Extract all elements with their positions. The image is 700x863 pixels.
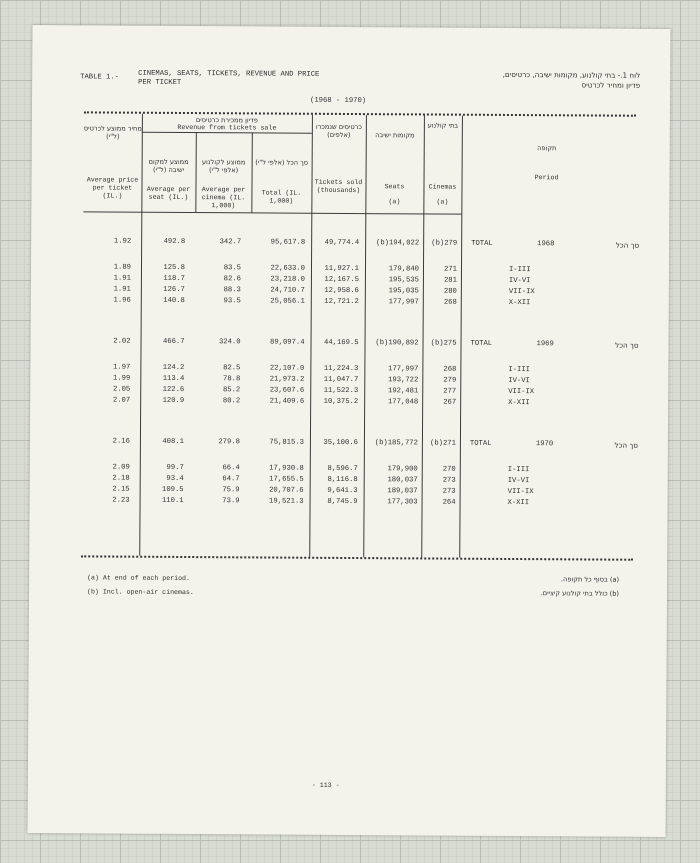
header-period-hebrew: תקופה bbox=[537, 144, 557, 153]
page-number: - 113 - bbox=[311, 781, 340, 789]
cell-tickets: 8,596.7 bbox=[327, 464, 358, 474]
cell-period: X-XII bbox=[508, 398, 530, 408]
cell-cinemas: 268 bbox=[443, 298, 457, 307]
cell-cinema: 66.4 bbox=[222, 464, 240, 473]
cell-seat: 120.9 bbox=[162, 396, 185, 405]
cell-tickets: 9,641.3 bbox=[327, 486, 358, 496]
cell-seat: 109.5 bbox=[162, 485, 184, 494]
cell-period: VII-IX bbox=[508, 387, 535, 397]
cell-seats: 179,840 bbox=[388, 265, 420, 274]
cell-cinema: 93.5 bbox=[223, 297, 241, 306]
total-label: TOTAL bbox=[471, 239, 493, 248]
cell-period: I-III bbox=[508, 265, 531, 275]
header-period-english: Period bbox=[534, 174, 559, 182]
cell-tickets: 11,047.7 bbox=[323, 375, 359, 385]
total-year: 1969 bbox=[536, 340, 554, 349]
footnote-a-hebrew: (a) בסוף כל תקופה. bbox=[560, 575, 620, 584]
cell-seats: 192,481 bbox=[388, 387, 419, 396]
cell-period: X-XII bbox=[508, 298, 531, 308]
total-label: TOTAL bbox=[469, 439, 492, 448]
total-year: 1970 bbox=[535, 440, 554, 449]
cell-price: 2.23 bbox=[112, 496, 130, 505]
cell-period: I-III bbox=[508, 365, 530, 375]
cell-revenue: 20,707.6 bbox=[269, 486, 304, 495]
cell-cinemas: (b)275 bbox=[430, 339, 457, 348]
cell-cinema: 80.2 bbox=[222, 397, 241, 406]
cell-cinema: 85.2 bbox=[222, 386, 241, 395]
cell-revenue: 22,107.0 bbox=[269, 364, 305, 373]
cell-seat: 126.7 bbox=[163, 285, 185, 294]
cell-cinemas: 280 bbox=[443, 287, 457, 296]
title-hebrew-line-2: פדיון ומחיר לכרטיס bbox=[581, 80, 641, 90]
cell-revenue: 19,521.3 bbox=[269, 497, 304, 506]
cell-seat: 125.8 bbox=[163, 263, 186, 272]
cell-cinemas: 273 bbox=[442, 476, 456, 485]
header-avg-seat-english: Average per seat (IL.) bbox=[146, 185, 191, 202]
total-label-hebrew: סך הכל bbox=[615, 340, 639, 350]
cell-seat: 140.8 bbox=[163, 296, 185, 305]
header-avg-seat-hebrew: ממוצע למקום ישיבה (ל"י) bbox=[148, 157, 189, 174]
cell-cinemas: 267 bbox=[443, 398, 457, 407]
total-year: 1968 bbox=[537, 240, 555, 249]
cell-seats: 177,997 bbox=[388, 298, 419, 307]
header-seats-note: (a) bbox=[388, 198, 401, 206]
cell-revenue: 23,607.6 bbox=[269, 386, 305, 395]
cell-period: I-III bbox=[507, 465, 530, 475]
table-bottom-rule bbox=[81, 555, 633, 560]
cell-price: 1.99 bbox=[113, 374, 131, 383]
header-cinemas-english: Cinemas bbox=[428, 183, 457, 191]
cell-cinema: 75.9 bbox=[222, 486, 240, 495]
cell-price: 1.91 bbox=[113, 285, 131, 294]
cell-tickets: 35,100.6 bbox=[323, 438, 358, 448]
header-cinemas-hebrew: בתי קולנוע bbox=[427, 121, 459, 130]
cell-period: VII-IX bbox=[508, 287, 535, 297]
cell-revenue: 95,617.8 bbox=[270, 238, 306, 247]
cell-cinemas: 268 bbox=[443, 365, 457, 374]
cell-seats: 177,997 bbox=[388, 365, 419, 374]
cell-price: 2.09 bbox=[112, 463, 130, 472]
cell-tickets: 12,958.6 bbox=[324, 286, 359, 296]
cell-seats: 195,035 bbox=[388, 287, 419, 296]
cell-price: 1.96 bbox=[113, 296, 131, 305]
cell-cinema: 88.3 bbox=[223, 286, 241, 295]
cell-cinema: 82.5 bbox=[223, 364, 241, 373]
cell-revenue: 75,815.3 bbox=[269, 438, 304, 447]
cell-seats: 177,303 bbox=[387, 498, 418, 507]
cell-revenue: 21,973.2 bbox=[269, 375, 305, 384]
cell-tickets: 11,927.1 bbox=[324, 264, 360, 274]
cell-cinemas: 270 bbox=[442, 465, 456, 474]
cell-revenue: 17,655.5 bbox=[269, 475, 304, 484]
footnote-b-hebrew: (b) כולל בתי קולנוע קיציים. bbox=[540, 589, 620, 598]
cell-price: 2.07 bbox=[112, 396, 131, 405]
total-label: TOTAL bbox=[470, 339, 493, 348]
cell-revenue: 89,097.4 bbox=[269, 338, 305, 347]
cell-seats: 193,722 bbox=[388, 376, 419, 385]
cell-cinema: 342.7 bbox=[219, 238, 242, 247]
cell-cinemas: (b)271 bbox=[430, 439, 456, 448]
cell-revenue: 21,409.6 bbox=[269, 397, 305, 406]
cell-revenue: 17,930.8 bbox=[269, 464, 304, 473]
cell-seat: 113.4 bbox=[162, 374, 185, 383]
table-label: TABLE 1.- bbox=[80, 73, 120, 82]
cell-price: 2.15 bbox=[112, 485, 130, 494]
title-hebrew-line-1: לוח 1.- בתי קולנוע, מקומות ישיבה, כרטיסים, bbox=[502, 69, 641, 80]
cell-period: VII-IX bbox=[507, 487, 534, 497]
cell-tickets: 12,167.5 bbox=[324, 275, 359, 285]
cell-period: IV-VI bbox=[508, 376, 530, 386]
cell-cinemas: 264 bbox=[442, 498, 456, 507]
cell-tickets: 10,375.2 bbox=[323, 397, 359, 407]
cell-price: 2.05 bbox=[112, 385, 131, 394]
cell-revenue: 23,218.0 bbox=[270, 275, 305, 284]
cell-cinema: 64.7 bbox=[222, 475, 240, 484]
cell-revenue: 22,633.0 bbox=[270, 264, 306, 273]
total-label-hebrew: סך הכל bbox=[614, 440, 638, 450]
document-page bbox=[28, 25, 671, 837]
header-total-hebrew: סך הכל (אלפי ל"י) bbox=[255, 158, 309, 167]
cell-price: 2.18 bbox=[112, 474, 130, 483]
header-cinemas-note: (a) bbox=[436, 198, 449, 206]
title-english-line-2: PER TICKET bbox=[138, 78, 182, 87]
cell-tickets: 8,745.9 bbox=[327, 497, 358, 507]
header-avg-cinema-hebrew: ממוצע לקולנוע (אלפי ל"י) bbox=[201, 158, 246, 175]
cell-seat: 492.8 bbox=[163, 237, 186, 246]
header-price-english: Average price per ticket (IL.) bbox=[86, 176, 139, 200]
cell-seats: 177,048 bbox=[387, 398, 419, 407]
cell-cinema: 73.9 bbox=[222, 497, 240, 506]
cell-cinema: 82.6 bbox=[223, 275, 241, 284]
cell-price: 1.92 bbox=[113, 237, 132, 246]
header-price-hebrew: מחיר ממוצע לכרטיס (ל"י) bbox=[83, 124, 142, 141]
cell-revenue: 24,710.7 bbox=[270, 286, 305, 295]
cell-cinema: 78.8 bbox=[223, 375, 241, 384]
cell-cinema: 279.8 bbox=[218, 438, 240, 447]
header-bottom-rule bbox=[83, 211, 461, 214]
cell-seat: 466.7 bbox=[162, 337, 185, 346]
header-tickets-english: Tickets sold (thousands) bbox=[314, 178, 363, 195]
cell-tickets: 11,224.3 bbox=[323, 364, 359, 374]
cell-seats: (b)190,892 bbox=[375, 339, 419, 348]
cell-period: IV-VI bbox=[508, 276, 531, 286]
cell-tickets: 49,774.4 bbox=[324, 238, 360, 248]
cell-revenue: 25,056.1 bbox=[270, 297, 305, 306]
cell-cinemas: 277 bbox=[443, 387, 457, 396]
cell-cinemas: (b)279 bbox=[431, 239, 458, 248]
cell-tickets: 12,721.2 bbox=[324, 297, 359, 307]
cell-seat: 408.1 bbox=[162, 437, 184, 446]
cell-seat: 110.1 bbox=[161, 496, 184, 505]
cell-seat: 93.4 bbox=[166, 474, 184, 483]
cell-tickets: 8,116.8 bbox=[327, 475, 358, 485]
column-divider bbox=[459, 116, 463, 558]
header-seats-english: Seats bbox=[384, 183, 405, 191]
cell-cinemas: 279 bbox=[443, 376, 457, 385]
cell-cinema: 324.0 bbox=[218, 338, 241, 347]
header-avg-cinema-english: Average per cinema (IL. 1,000) bbox=[201, 186, 246, 210]
cell-price: 1.97 bbox=[113, 363, 131, 372]
header-tickets-hebrew: כרטיסים שנמכרו (אלפים) bbox=[315, 122, 362, 140]
cell-seats: (b)185,772 bbox=[374, 439, 418, 448]
cell-seats: 189,037 bbox=[387, 487, 418, 496]
cell-price: 2.16 bbox=[112, 437, 130, 446]
header-revenue-hebrew: פדיון ממכירת כרטיסים bbox=[195, 116, 258, 125]
cell-seat: 122.6 bbox=[162, 385, 185, 394]
footnote-b-english: (b) Incl. open-air cinemas. bbox=[86, 588, 194, 597]
cell-cinemas: 281 bbox=[443, 276, 457, 285]
cell-seats: 195,535 bbox=[388, 276, 419, 285]
cell-seats: (b)194,022 bbox=[375, 239, 420, 248]
cell-seat: 124.2 bbox=[162, 363, 185, 372]
cell-price: 2.02 bbox=[113, 337, 131, 346]
cell-period: IV-VI bbox=[507, 476, 530, 486]
title-english-line-1: CINEMAS, SEATS, TICKETS, REVENUE AND PRICE bbox=[138, 69, 320, 79]
cell-seat: 118.7 bbox=[163, 274, 185, 283]
cell-tickets: 11,522.3 bbox=[323, 386, 359, 396]
cell-seat: 99.7 bbox=[166, 463, 184, 472]
cell-seats: 180,037 bbox=[387, 476, 418, 485]
header-revenue-english: Revenue from tickets sale bbox=[177, 123, 277, 132]
table-years: (1968 - 1970) bbox=[309, 96, 367, 106]
cell-period: X-XII bbox=[507, 498, 530, 508]
cell-tickets: 44,169.5 bbox=[323, 338, 359, 348]
header-seats-hebrew: מקומות ישיבה bbox=[375, 131, 415, 140]
cell-cinemas: 271 bbox=[444, 265, 458, 274]
footnote-a-english: (a) At end of each period. bbox=[87, 574, 191, 583]
cell-cinema: 83.5 bbox=[223, 264, 242, 273]
cell-price: 1.91 bbox=[113, 274, 131, 283]
total-label-hebrew: סך הכל bbox=[615, 240, 640, 250]
header-total-english: Total (IL. 1,000) bbox=[261, 189, 302, 205]
cell-price: 1.89 bbox=[113, 263, 132, 272]
cell-cinemas: 273 bbox=[442, 487, 456, 496]
cell-seats: 179,900 bbox=[387, 465, 418, 474]
